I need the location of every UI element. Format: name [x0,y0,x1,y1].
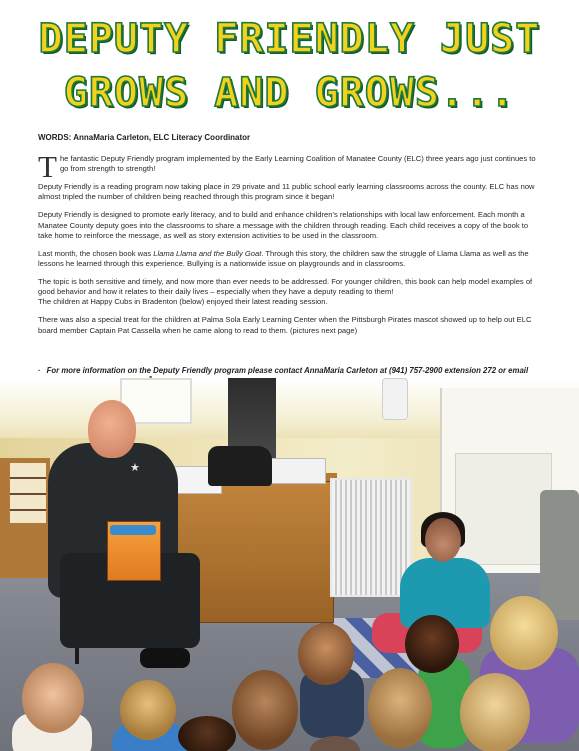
child-head [120,680,176,740]
picture-book-title-strip [110,525,156,535]
paragraph-5 [38,277,544,308]
child-head [298,623,354,685]
drop-cap: T [38,149,57,184]
teacher-body [400,558,490,628]
article-body [38,149,544,344]
paragraph-4-end: . Through this story, the children saw the struggle of Llama Llama as well as the lessons he learned through this experience. Bullying is a nationwide issue on playgrounds and in classrooms. [38,248,529,269]
storage-bin [268,458,326,484]
paragraph-6: There was also a special treat for the children at Palma Sola Early Learning Center when the Pittsburgh Pirates mascot showed up to help out ELC board member Captain Pat Cassella when he came along to read to them. (pictures next page) [38,315,532,335]
child-head [490,596,558,670]
child-head [232,670,298,750]
contact-text[interactable]: For more information on the Deputy Friendly program please contact AnnaMaria Carleton at (941) 757-2900 extension 272 or email [46,366,529,375]
trash-can [540,490,579,620]
paragraph-3: Deputy Friendly is designed to promote early literacy, and to build and enhance children's relationships with local law enforcement. Each month a Manatee County deputy goes into the classrooms to share a message with the children through reading. Each child receives a copy of the book to take home to reinforce the message, as well as story extension activities to be used in the classroom. [38,210,529,240]
page-title-line-1: DEPUTY FRIENDLY JUST [38,16,541,62]
byline: WORDS: AnnaMaria Carleton, ELC Literacy Coordinator [38,133,251,142]
classroom-photo [0,378,579,751]
child-head [178,716,236,751]
bullet-icon: · [38,366,41,375]
paragraph-1 [38,149,544,184]
soap-dispenser [382,378,408,420]
teacher-head [425,518,461,562]
child-head [22,663,84,733]
child-head [405,615,459,673]
paragraph-4 [38,249,544,269]
deputy-boots [140,648,190,668]
door-panel [455,453,552,565]
book-title: Llama Llama and the Bully Goat [153,248,262,258]
star-badge-icon: ★ [130,462,140,474]
black-bag [208,446,272,486]
paragraph-1-text: he fantastic Deputy Friendly program implemented by the Early Learning Coalition of Manatee County (ELC) three years ago just continues to go from strength to strength! [59,154,536,174]
page-title-line-2: GROWS AND GROWS... [63,70,516,116]
paragraph-5-text: The topic is both sensitive and timely, and now more than ever needs to be addressed. For younger children, this book can help model examples of good behavior and how it relates to their daily lives – especially when they have a deputy reading to them! [38,277,533,297]
child-head [368,668,432,748]
deputy-head [88,400,136,458]
posters [10,463,46,523]
paragraph-4-start: Last month, the chosen book was [38,248,154,258]
paragraph-5-caption: The children at Happy Cubs in Bradenton (below) enjoyed their latest reading session. [38,297,328,307]
child-head [460,673,530,751]
air-vent [330,478,412,597]
paragraph-2: Deputy Friendly is a reading program now taking place in 29 private and 11 public school early learning classrooms across the county. ELC has now almost tripled the number of children being reached through this program since it began! [38,182,535,202]
